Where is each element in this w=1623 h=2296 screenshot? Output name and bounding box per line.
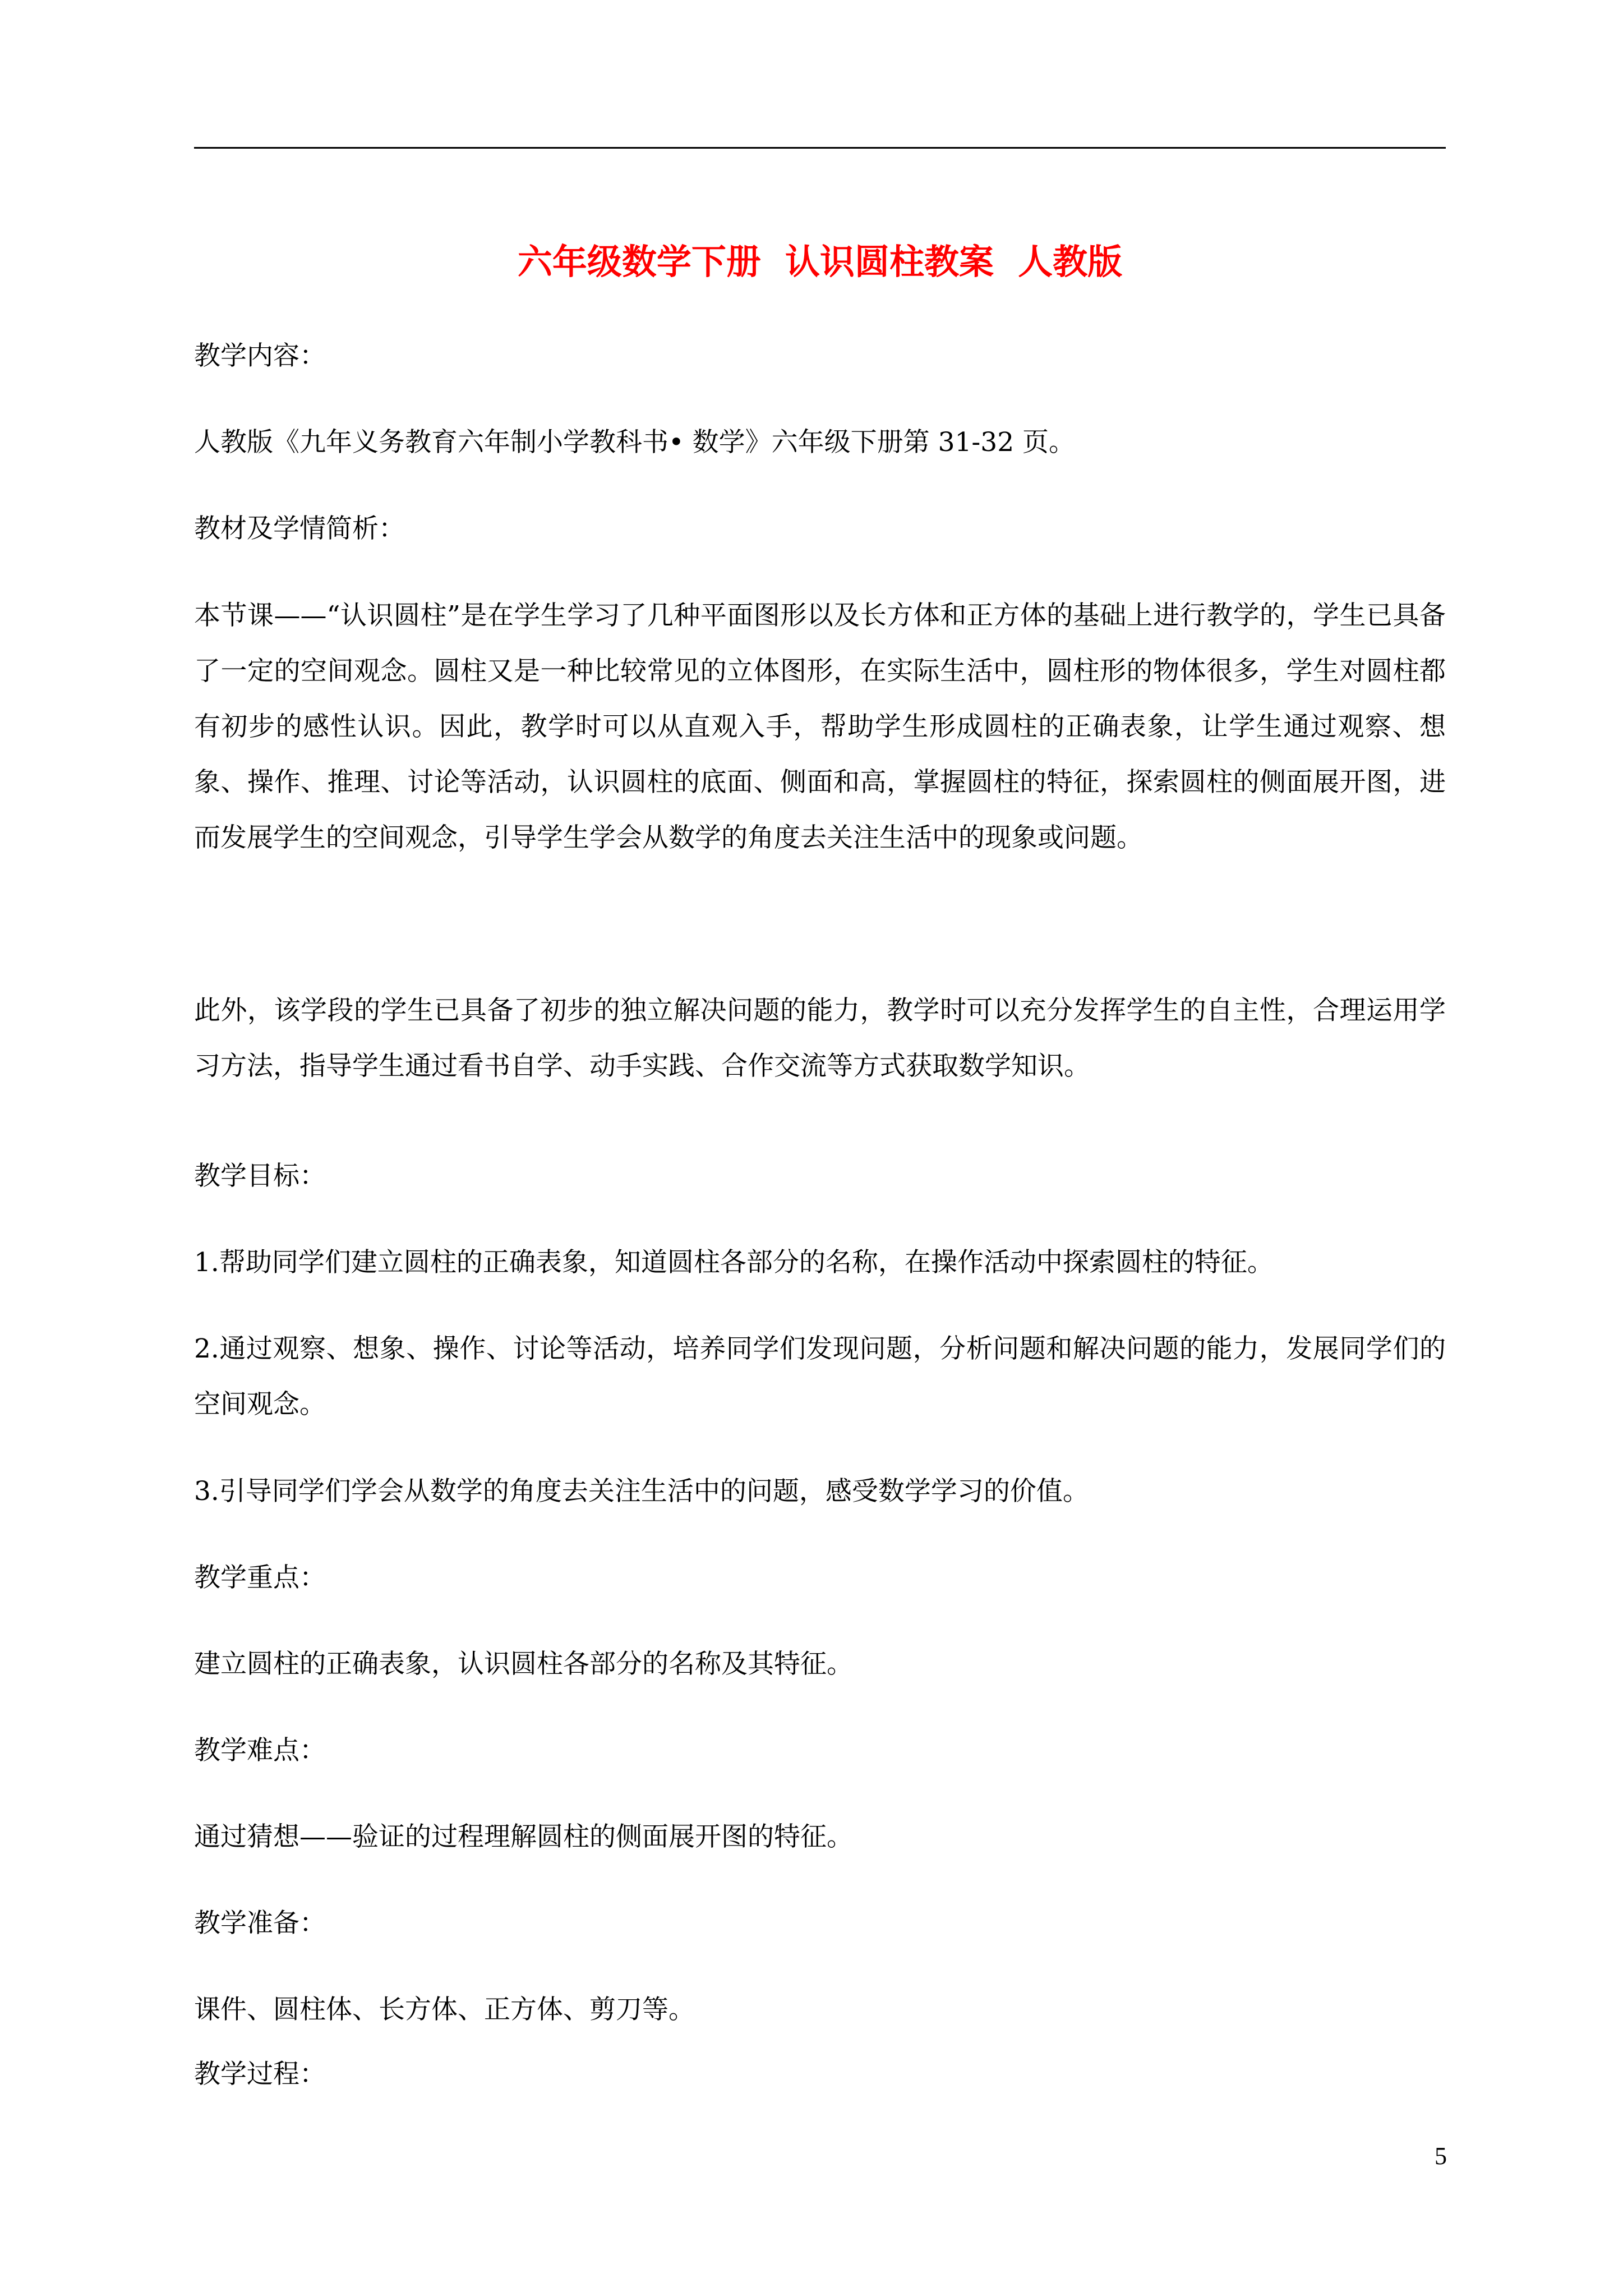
page-number: 5 [1435, 2142, 1447, 2170]
content-text: 人教版《九年义务教育六年制小学教科书• 数学》六年级下册第 31-32 页。 [194, 427, 1076, 458]
goal-item-1: 1.帮助同学们建立圆柱的正确表象，知道圆柱各部分的名称，在操作活动中探索圆柱的特征。 [194, 1247, 1274, 1278]
goal-item-2: 2.通过观察、想象、操作、讨论等活动，培养同学们发现问题，分析问题和解决问题的能力，发展同学们的空间观念。 [194, 1333, 1446, 1420]
analysis-paragraph-2: 此外，该学段的学生已具备了初步的独立解决问题的能力，教学时可以充分发挥学生的自主性，合理运用学习方法，指导学生通过看书自学、动手实践、合作交流等方式获取数学知识。 [194, 995, 1446, 1082]
difficulty-text: 通过猜想——验证的过程理解圆柱的侧面展开图的特征。 [194, 1821, 853, 1852]
process-heading: 教学过程： [194, 2059, 326, 2090]
preparation-heading: 教学准备： [194, 1908, 326, 1939]
key-points-text: 建立圆柱的正确表象，认识圆柱各部分的名称及其特征。 [194, 1649, 853, 1680]
analysis-paragraph-1: 本节课——“认识圆柱”是在学生学习了几种平面图形以及长方体和正方体的基础上进行教学的，学生已具备了一定的空间观念。圆柱又是一种比较常见的立体图形，在实际生活中，圆柱形的物体很多，学生对圆柱都有初步的感性认识。因此，教学时可以从直观入手，帮助学生形成圆柱的正确表象，让学生通过观察、想象、操作、推理、讨论等活动，认识圆柱的底面、侧面和高，掌握圆柱的特征，探索圆柱的侧面展开图，进而发展学生的空间观念，引导学生学会从数学的角度去关注生活中的现象或问题。 [194, 600, 1446, 853]
document-title: 六年级数学下册 认识圆柱教案 人教版 [517, 241, 1123, 282]
goal-item-3: 3.引导同学们学会从数学的角度去关注生活中的问题，感受数学学习的价值。 [194, 1476, 1089, 1507]
difficulty-heading: 教学难点： [194, 1735, 326, 1766]
header-rule [194, 147, 1446, 149]
preparation-text: 课件、圆柱体、长方体、正方体、剪刀等。 [194, 1994, 695, 2025]
content-heading: 教学内容： [194, 341, 326, 371]
key-points-heading: 教学重点： [194, 1562, 326, 1593]
analysis-heading: 教材及学情简析： [194, 513, 405, 544]
goals-heading: 教学目标： [194, 1161, 326, 1191]
